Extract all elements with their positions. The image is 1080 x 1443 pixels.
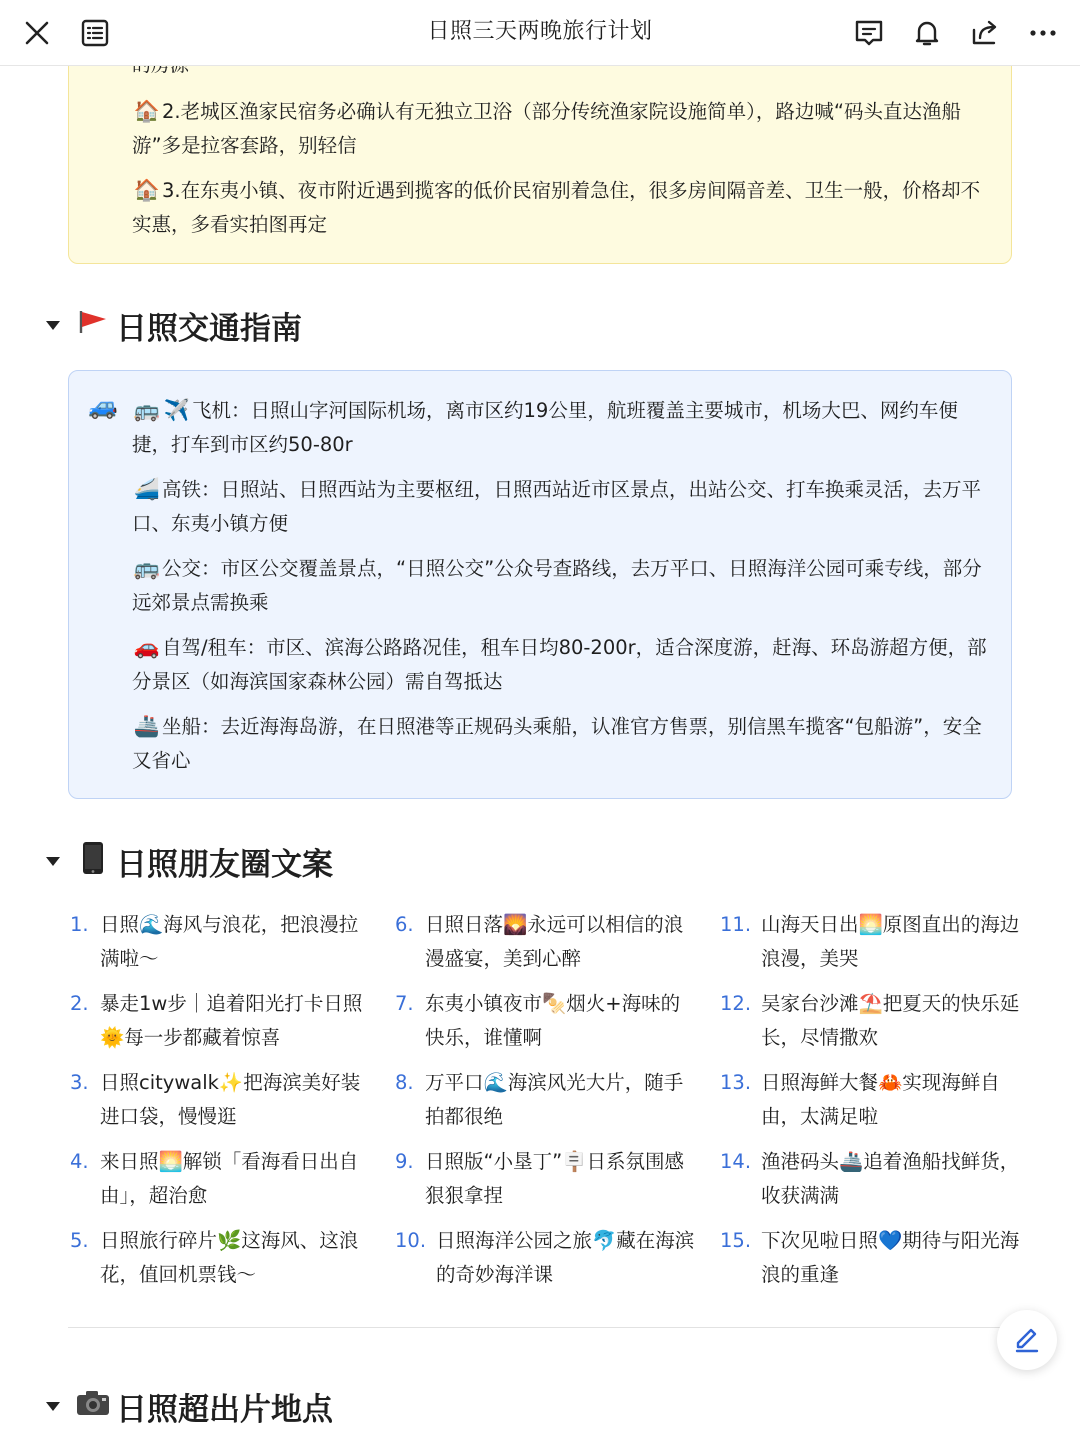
collapse-triangle-icon[interactable] bbox=[46, 321, 60, 330]
list-item: 2. 暴走1w步｜追着阳光打卡日照🌞每一步都藏着惊喜 bbox=[70, 992, 363, 1049]
document-body bbox=[0, 66, 1080, 1443]
section-heading-transport[interactable]: 日照交通指南 bbox=[44, 300, 302, 350]
transport-item: 🚢坐船：去近海海岛游，在日照港等正规码头乘船，认准官方售票，别信黑车揽客“包船游”，安全又省心 bbox=[132, 709, 992, 778]
list-item: 8. 万平口🌊海滨风光大片，随手拍都很绝 bbox=[395, 1071, 684, 1128]
bell-icon[interactable] bbox=[902, 8, 952, 58]
transport-item: 🚗自驾/租车：市区、滨海公路路况佳，租车日均80-200r，适合深度游，赶海、环岛游超方便，部分景区（如海滨国家森林公园）需自驾抵达 bbox=[132, 630, 992, 699]
collapse-triangle-icon[interactable] bbox=[46, 857, 60, 866]
list-item: 7. 东夷小镇夜市🍢烟火+海味的快乐，谁懂啊 bbox=[395, 992, 681, 1049]
list-item: 13. 日照海鲜大餐🦀实现海鲜自由，太满足啦 bbox=[720, 1071, 1000, 1128]
car-icon: 🚙 bbox=[88, 392, 118, 420]
list-item: 11. 山海天日出🌅原图直出的海边浪漫，美哭 bbox=[720, 913, 1020, 970]
transport-item: 🚄高铁：日照站、日照西站为主要枢纽，日照西站近市区景点，出站公交、打车换乘灵活，去万平口、东夷小镇方便 bbox=[132, 472, 992, 541]
section-heading-moments[interactable]: 日照朋友圈文案 bbox=[44, 836, 333, 886]
airplane-icon: ✈️ bbox=[163, 398, 191, 422]
house-icon: 🏠 bbox=[133, 178, 161, 202]
collapse-triangle-icon[interactable] bbox=[46, 1402, 60, 1411]
bus-icon: 🚌 bbox=[133, 398, 161, 422]
transport-item: 🚌公交：市区公交覆盖景点，“日照公交”公众号查路线，去万平口、日照海洋公园可乘专线，部分远郊景点需换乘 bbox=[132, 551, 992, 620]
red-flag-icon bbox=[74, 309, 112, 342]
list-item: 14. 渔港码头🚢追着渔船找鲜货，收获满满 bbox=[720, 1150, 1020, 1207]
pencil-icon bbox=[1012, 1325, 1042, 1355]
more-icon[interactable] bbox=[1018, 8, 1068, 58]
top-bar bbox=[0, 0, 1080, 66]
train-icon: 🚄 bbox=[133, 477, 161, 501]
bus-icon: 🚌 bbox=[133, 556, 161, 580]
edit-button[interactable] bbox=[997, 1310, 1057, 1370]
list-item: 1. 日照🌊海风与浪花，把浪漫拉满啦～ bbox=[70, 913, 359, 970]
ship-icon: 🚢 bbox=[133, 714, 161, 738]
car-icon: 🚗 bbox=[133, 635, 161, 659]
list-item: 9. 日照版“小垦丁”🪧日系氛围感狠狠拿捏 bbox=[395, 1150, 684, 1207]
list-item: 4. 来日照🌅解锁「看海看日出自由」，超治愈 bbox=[70, 1150, 359, 1207]
section-heading-photo-spots[interactable]: 日照超出片地点 bbox=[44, 1381, 333, 1431]
list-item: 6. 日照日落🌄永远可以相信的浪漫盛宴，美到心醉 bbox=[395, 913, 684, 970]
share-icon[interactable] bbox=[960, 8, 1010, 58]
list-item: 10. 日照海洋公园之旅🐬藏在海滨的奇妙海洋课 bbox=[395, 1229, 695, 1286]
transport-item: 🚌 ✈️飞机：日照山字河国际机场，离市区约19公里，航班覆盖主要城市，机场大巴、网约车便捷，打车到市区约50-80r bbox=[132, 393, 992, 462]
tips-item: 🏠3.在东夷小镇、夜市附近遇到揽客的低价民宿别着急住，很多房间隔音差、卫生一般，价格却不实惠，多看实拍图再定 bbox=[132, 173, 992, 242]
divider bbox=[68, 1327, 1012, 1328]
list-item: 5. 日照旅行碎片🌿这海风、这浪花，值回机票钱～ bbox=[70, 1229, 359, 1286]
list-item: 3. 日照citywalk✨把海滨美好装进口袋，慢慢逛 bbox=[70, 1071, 361, 1128]
tips-item: 🏠2.老城区渔家民宿务必确认有无独立卫浴（部分传统渔家院设施简单），路边喊“码头直达渔船游”多是拉客套路，别轻信 bbox=[132, 94, 992, 163]
camera-icon bbox=[74, 1389, 112, 1424]
list-item: 15. 下次见啦日照💙期待与阳光海浪的重逢 bbox=[720, 1229, 1020, 1286]
page-title: 日照三天两晚旅行计划 bbox=[427, 19, 653, 44]
house-icon: 🏠 bbox=[133, 99, 161, 123]
phone-icon bbox=[74, 841, 112, 882]
list-item: 12. 吴家台沙滩⛱️把夏天的快乐延长，尽情撒欢 bbox=[720, 992, 1020, 1049]
comment-icon[interactable] bbox=[844, 8, 894, 58]
